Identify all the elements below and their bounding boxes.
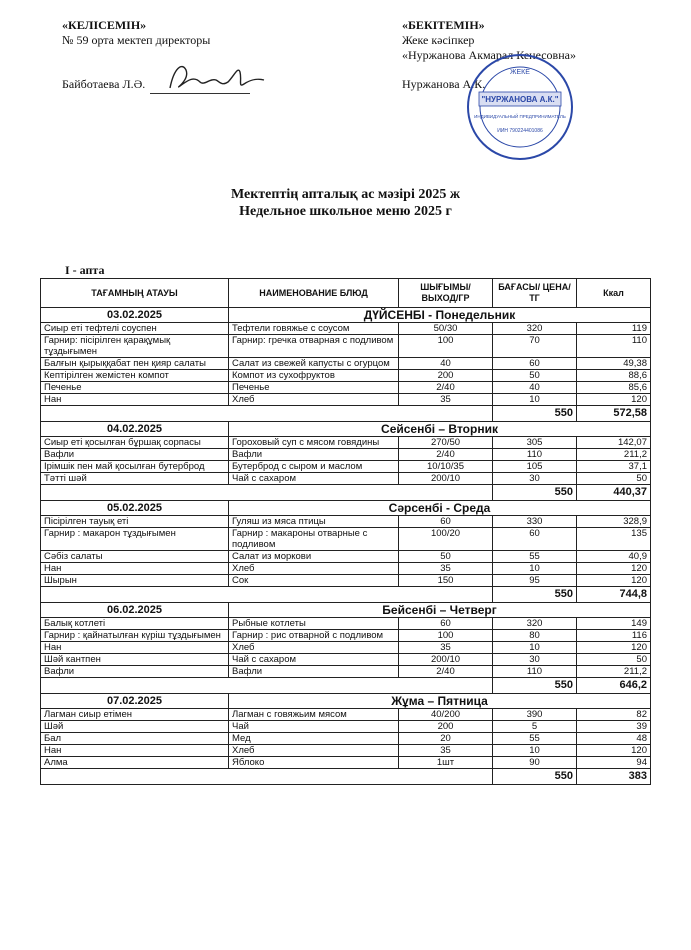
dish-name-kz: Пісірілген тауық еті — [41, 516, 229, 528]
day-name: ДҮЙСЕНБІ - Понедельник — [229, 308, 651, 323]
dish-output: 35 — [399, 642, 493, 654]
table-row — [41, 666, 651, 678]
total-kcal: 440,37 — [577, 485, 651, 501]
dish-kcal: 37,1 — [577, 461, 651, 473]
dish-name-ru: Печенье — [229, 382, 399, 394]
table-row — [41, 709, 651, 721]
approval-position: № 59 орта мектеп директоры — [62, 33, 211, 47]
col-header-kz: ТАҒАМНЫҢ АТАУЫ — [41, 279, 229, 308]
dish-name-kz: Лагман сиыр етімен — [41, 709, 229, 721]
dish-price: 320 — [493, 323, 577, 335]
table-row — [41, 563, 651, 575]
dish-kcal: 50 — [577, 473, 651, 485]
dish-name-kz: Нан — [41, 394, 229, 406]
day-header-row — [41, 501, 651, 516]
dish-output: 150 — [399, 575, 493, 587]
dish-output: 10/10/35 — [399, 461, 493, 473]
dish-kcal: 40,9 — [577, 551, 651, 563]
approval-title: «КЕЛІСЕМІН» — [62, 18, 147, 32]
dish-output: 35 — [399, 745, 493, 757]
dish-name-ru: Вафли — [229, 666, 399, 678]
dish-output: 100/20 — [399, 528, 493, 551]
dish-name-kz: Ірімшік пен май қосылған бутерброд — [41, 461, 229, 473]
title-ru: Недельное школьное меню 2025 г — [239, 204, 452, 219]
stamp-center-text: "НУРЖАНОВА А.К." — [481, 95, 559, 104]
dish-price: 40 — [493, 382, 577, 394]
dish-output: 100 — [399, 335, 493, 358]
dish-price: 70 — [493, 335, 577, 358]
day-date: 05.02.2025 — [41, 501, 229, 516]
table-row — [41, 528, 651, 551]
day-total-row — [41, 406, 651, 422]
dish-name-ru: Салат из моркови — [229, 551, 399, 563]
dish-kcal: 119 — [577, 323, 651, 335]
dish-kcal: 49,38 — [577, 358, 651, 370]
table-row — [41, 642, 651, 654]
dish-name-kz: Кептірілген жемістен компот — [41, 370, 229, 382]
dish-name-kz: Гарнир: пісірілген қарақұмық тұздығымен — [41, 335, 229, 358]
dish-price: 55 — [493, 733, 577, 745]
dish-output: 200 — [399, 721, 493, 733]
total-blank — [41, 406, 493, 422]
dish-price: 10 — [493, 563, 577, 575]
stamp-sub-text: ИНДИВИДУАЛЬНЫЙ ПРЕДПРИНИМАТЕЛЬ — [474, 114, 566, 119]
table-header-row — [41, 279, 651, 308]
day-header-row — [41, 603, 651, 618]
day-date: 06.02.2025 — [41, 603, 229, 618]
dish-name-kz: Сиыр еті тефтелі соуспен — [41, 323, 229, 335]
dish-price: 80 — [493, 630, 577, 642]
table-row — [41, 394, 651, 406]
total-blank — [41, 587, 493, 603]
table-row — [41, 721, 651, 733]
total-price: 550 — [493, 485, 577, 501]
table-row — [41, 757, 651, 769]
dish-kcal: 48 — [577, 733, 651, 745]
day-total-row — [41, 587, 651, 603]
dish-price: 10 — [493, 394, 577, 406]
dish-price: 95 — [493, 575, 577, 587]
dish-name-kz: Балғын қырыққабат пен қияр салаты — [41, 358, 229, 370]
dish-kcal: 94 — [577, 757, 651, 769]
dish-price: 110 — [493, 666, 577, 678]
total-kcal: 383 — [577, 769, 651, 785]
dish-price: 5 — [493, 721, 577, 733]
table-row — [41, 437, 651, 449]
dish-price: 90 — [493, 757, 577, 769]
table-row — [41, 575, 651, 587]
day-date: 04.02.2025 — [41, 422, 229, 437]
dish-name-ru: Вафли — [229, 449, 399, 461]
dish-name-kz: Вафли — [41, 449, 229, 461]
dish-kcal: 142,07 — [577, 437, 651, 449]
dish-name-kz: Шырын — [41, 575, 229, 587]
dish-kcal: 211,2 — [577, 449, 651, 461]
dish-price: 330 — [493, 516, 577, 528]
dish-price: 320 — [493, 618, 577, 630]
day-header-row — [41, 694, 651, 709]
dish-price: 10 — [493, 642, 577, 654]
dish-name-ru: Гарнир : рис отварной с подливом — [229, 630, 399, 642]
dish-output: 2/40 — [399, 449, 493, 461]
table-row — [41, 358, 651, 370]
dish-kcal: 120 — [577, 642, 651, 654]
approval-position: Жеке кәсіпкер — [402, 33, 475, 47]
dish-output: 200 — [399, 370, 493, 382]
dish-name-kz: Сиыр еті қосылған бұршақ сорпасы — [41, 437, 229, 449]
col-header-price: БАҒАСЫ/ ЦЕНА/ТГ — [493, 279, 577, 308]
dish-output: 40/200 — [399, 709, 493, 721]
day-total-row — [41, 485, 651, 501]
dish-output: 50/30 — [399, 323, 493, 335]
stamp-top-text: ЖЕКЕ — [510, 69, 530, 76]
total-blank — [41, 769, 493, 785]
dish-kcal: 50 — [577, 654, 651, 666]
total-kcal: 646,2 — [577, 678, 651, 694]
dish-output: 2/40 — [399, 666, 493, 678]
dish-name-kz: Нан — [41, 745, 229, 757]
signature-image — [160, 58, 270, 98]
dish-output: 40 — [399, 358, 493, 370]
dish-kcal: 328,9 — [577, 516, 651, 528]
dish-price: 30 — [493, 654, 577, 666]
dish-output: 50 — [399, 551, 493, 563]
table-row — [41, 461, 651, 473]
dish-kcal: 120 — [577, 575, 651, 587]
col-header-output: ШЫҒЫМЫ/ ВЫХОД/ГР — [399, 279, 493, 308]
total-price: 550 — [493, 406, 577, 422]
dish-kcal: 116 — [577, 630, 651, 642]
total-price: 550 — [493, 769, 577, 785]
day-date: 03.02.2025 — [41, 308, 229, 323]
title-kz: Мектептің апталық ас мәзірі 2025 ж — [230, 187, 460, 202]
dish-price: 105 — [493, 461, 577, 473]
approval-title: «БЕКІТЕМІН» — [402, 18, 485, 32]
table-row — [41, 370, 651, 382]
table-row — [41, 551, 651, 563]
dish-output: 1шт — [399, 757, 493, 769]
dish-kcal: 110 — [577, 335, 651, 358]
total-price: 550 — [493, 587, 577, 603]
day-date: 07.02.2025 — [41, 694, 229, 709]
total-price: 550 — [493, 678, 577, 694]
dish-output: 20 — [399, 733, 493, 745]
dish-name-ru: Рыбные котлеты — [229, 618, 399, 630]
total-kcal: 744,8 — [577, 587, 651, 603]
dish-name-kz: Нан — [41, 563, 229, 575]
table-row — [41, 473, 651, 485]
dish-name-kz: Нан — [41, 642, 229, 654]
dish-name-kz: Гарнир : қайнатылған күріш тұздығымен — [41, 630, 229, 642]
dish-price: 60 — [493, 528, 577, 551]
dish-name-kz: Шәй кантпен — [41, 654, 229, 666]
dish-kcal: 85,6 — [577, 382, 651, 394]
dish-output: 35 — [399, 563, 493, 575]
dish-name-ru: Мед — [229, 733, 399, 745]
col-header-ru: НАИМЕНОВАНИЕ БЛЮД — [229, 279, 399, 308]
dish-kcal: 120 — [577, 745, 651, 757]
dish-name-kz: Шәй — [41, 721, 229, 733]
dish-kcal: 82 — [577, 709, 651, 721]
stamp-seal-icon — [465, 52, 575, 162]
dish-name-kz: Тәтті шәй — [41, 473, 229, 485]
approval-signer: Нуржанова А.К. — [402, 77, 486, 91]
col-header-kcal: Ккал — [577, 279, 651, 308]
day-name: Жұма – Пятница — [229, 694, 651, 709]
dish-output: 2/40 — [399, 382, 493, 394]
dish-name-ru: Хлеб — [229, 745, 399, 757]
dish-output: 60 — [399, 618, 493, 630]
table-row — [41, 630, 651, 642]
dish-name-ru: Лагман с говяжьим мясом — [229, 709, 399, 721]
table-row — [41, 323, 651, 335]
dish-price: 30 — [493, 473, 577, 485]
dish-price: 50 — [493, 370, 577, 382]
dish-name-ru: Хлеб — [229, 394, 399, 406]
signature-line — [150, 93, 250, 94]
dish-name-ru: Яблоко — [229, 757, 399, 769]
stamp-id-text: ИИН 790224401086 — [497, 128, 543, 134]
dish-name-ru: Чай с сахаром — [229, 654, 399, 666]
dish-name-kz: Алма — [41, 757, 229, 769]
dish-name-ru: Салат из свежей капусты с огурцом — [229, 358, 399, 370]
dish-price: 55 — [493, 551, 577, 563]
total-kcal: 572,58 — [577, 406, 651, 422]
dish-name-kz: Печенье — [41, 382, 229, 394]
dish-kcal: 135 — [577, 528, 651, 551]
dish-name-ru: Гарнир : макароны отварные с подливом — [229, 528, 399, 551]
dish-kcal: 120 — [577, 563, 651, 575]
dish-name-kz: Сәбіз салаты — [41, 551, 229, 563]
total-blank — [41, 678, 493, 694]
day-header-row — [41, 308, 651, 323]
dish-price: 10 — [493, 745, 577, 757]
dish-kcal: 88,6 — [577, 370, 651, 382]
dish-output: 200/10 — [399, 654, 493, 666]
dish-name-ru: Хлеб — [229, 642, 399, 654]
dish-kcal: 120 — [577, 394, 651, 406]
menu-table — [40, 278, 651, 785]
table-row — [41, 516, 651, 528]
dish-output: 100 — [399, 630, 493, 642]
dish-output: 270/50 — [399, 437, 493, 449]
week-label: I - апта — [65, 263, 105, 277]
dish-name-ru: Чай с сахаром — [229, 473, 399, 485]
day-name: Сейсенбі – Вторник — [229, 422, 651, 437]
dish-price: 110 — [493, 449, 577, 461]
dish-kcal: 39 — [577, 721, 651, 733]
day-name: Бейсенбі – Четверг — [229, 603, 651, 618]
dish-kcal: 149 — [577, 618, 651, 630]
dish-price: 390 — [493, 709, 577, 721]
table-row — [41, 745, 651, 757]
day-header-row — [41, 422, 651, 437]
dish-output: 60 — [399, 516, 493, 528]
day-total-row — [41, 678, 651, 694]
table-row — [41, 382, 651, 394]
dish-output: 35 — [399, 394, 493, 406]
dish-name-ru: Хлеб — [229, 563, 399, 575]
dish-name-kz: Вафли — [41, 666, 229, 678]
day-name: Сәрсенбі - Среда — [229, 501, 651, 516]
table-row — [41, 449, 651, 461]
dish-name-ru: Сок — [229, 575, 399, 587]
dish-name-ru: Гарнир: гречка отварная с подливом — [229, 335, 399, 358]
dish-name-ru: Тефтели говяжье с соусом — [229, 323, 399, 335]
dish-output: 200/10 — [399, 473, 493, 485]
dish-name-ru: Чай — [229, 721, 399, 733]
dish-kcal: 211,2 — [577, 666, 651, 678]
dish-name-ru: Бутерброд с сыром и маслом — [229, 461, 399, 473]
dish-name-ru: Гуляш из мяса птицы — [229, 516, 399, 528]
approval-company: «Нуржанова Акмарал Кенесовна» — [402, 48, 576, 62]
table-row — [41, 335, 651, 358]
table-row — [41, 618, 651, 630]
table-row — [41, 654, 651, 666]
dish-name-kz: Бал — [41, 733, 229, 745]
dish-name-kz: Балық котлеті — [41, 618, 229, 630]
dish-price: 305 — [493, 437, 577, 449]
dish-price: 60 — [493, 358, 577, 370]
day-total-row — [41, 769, 651, 785]
dish-name-ru: Компот из сухофруктов — [229, 370, 399, 382]
dish-name-kz: Гарнир : макарон тұздығымен — [41, 528, 229, 551]
total-blank — [41, 485, 493, 501]
table-row — [41, 733, 651, 745]
dish-name-ru: Гороховый суп с мясом говядины — [229, 437, 399, 449]
approval-signer: Байботаева Л.Ә. — [62, 77, 146, 91]
